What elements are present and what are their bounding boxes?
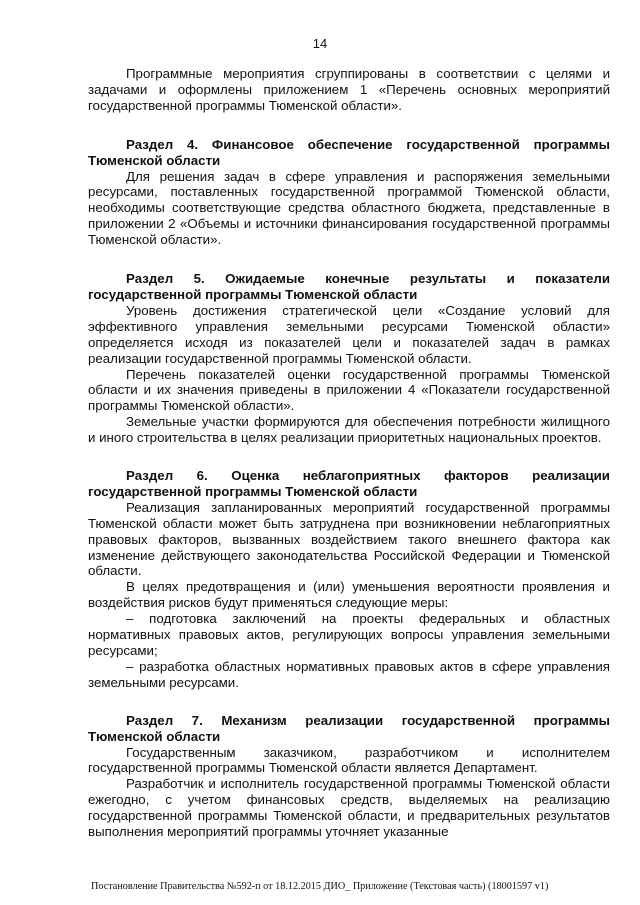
section-7 [88, 713, 610, 840]
section-7-paragraph: Разработчик и исполнитель государственной программы Тюменской области ежегодно, с учетом финансовых средств, выделяемых на реализацию государственной программы Тюменской области, и предварительных результатов выполнения мероприятий программы уточняет указанные [88, 776, 610, 840]
section-7-heading: Раздел 7. Механизм реализации государственной программы Тюменской области [88, 712, 610, 744]
section-5-paragraph: Земельные участки формируются для обеспечения потребности жилищного и иного строительства в целях реализации приоритетных национальных проектов. [88, 414, 610, 446]
section-6-paragraph: Реализация запланированных мероприятий государственной программы Тюменской области может быть затруднена при возникновении неблагоприятных правовых факторов, вызванных воздействием такого внешнего фактора как изменение действующего законодательства Российской Федерации и Тюменской области. [88, 499, 610, 579]
section-5-heading: Раздел 5. Ожидаемые конечные результаты и показатели государственной программы Тюменской области [88, 271, 610, 302]
section-4 [88, 137, 610, 248]
section-5-paragraph: Уровень достижения стратегической цели «Создание условий для эффективного управления земельными ресурсами Тюменской области» определяется исходя из показателей цели и показателей задач в рамках реализации государственной программы Тюменской области. [88, 302, 610, 366]
section-6 [88, 468, 610, 691]
page-number: 14 [312, 36, 328, 51]
intro-paragraph: Программные мероприятия сгруппированы в соответствии с целями и задачами и оформлены приложением 1 «Перечень основных мероприятий государственной программы Тюменской области». [88, 66, 610, 113]
section-7-paragraph: Государственным заказчиком, разработчиком и исполнителем государственной программы Тюменской области является Департамент. [88, 744, 610, 776]
section-6-list-item: – подготовка заключений на проекты федеральных и областных нормативных правовых актов, регулирующих вопросы управления земельными ресурсами; [88, 611, 610, 658]
section-4-paragraph: Для решения задач в сфере управления и распоряжения земельными ресурсами, поставленных государственной программой Тюменской области, необходимы соответствующие средства областного бюджета, представленные в приложении 2 «Объемы и источники финансирования государственной программы Тюменской области». [88, 168, 610, 248]
section-6-heading: Раздел 6. Оценка неблагоприятных факторов реализации государственной программы Тюменской области [88, 468, 610, 499]
section-4-heading: Раздел 4. Финансовое обеспечение государственной программы Тюменской области [88, 136, 610, 168]
section-6-paragraph: В целях предотвращения и (или) уменьшения вероятности проявления и воздействия рисков будут применяться следующие меры: [88, 579, 610, 611]
section-5-paragraph: Перечень показателей оценки государственной программы Тюменской области и их значения приведены в приложении 4 «Показатели государственной программы Тюменской области». [88, 366, 610, 414]
page-footer: Постановление Правительства №592-п от 18.12.2015 ДИО_ Приложение (Текстовая часть) (18001597 v1) [91, 881, 549, 892]
document-body [88, 66, 610, 840]
section-6-list-item: – разработка областных нормативных правовых актов в сфере управления земельными ресурсами. [88, 658, 610, 690]
section-5 [88, 271, 610, 446]
